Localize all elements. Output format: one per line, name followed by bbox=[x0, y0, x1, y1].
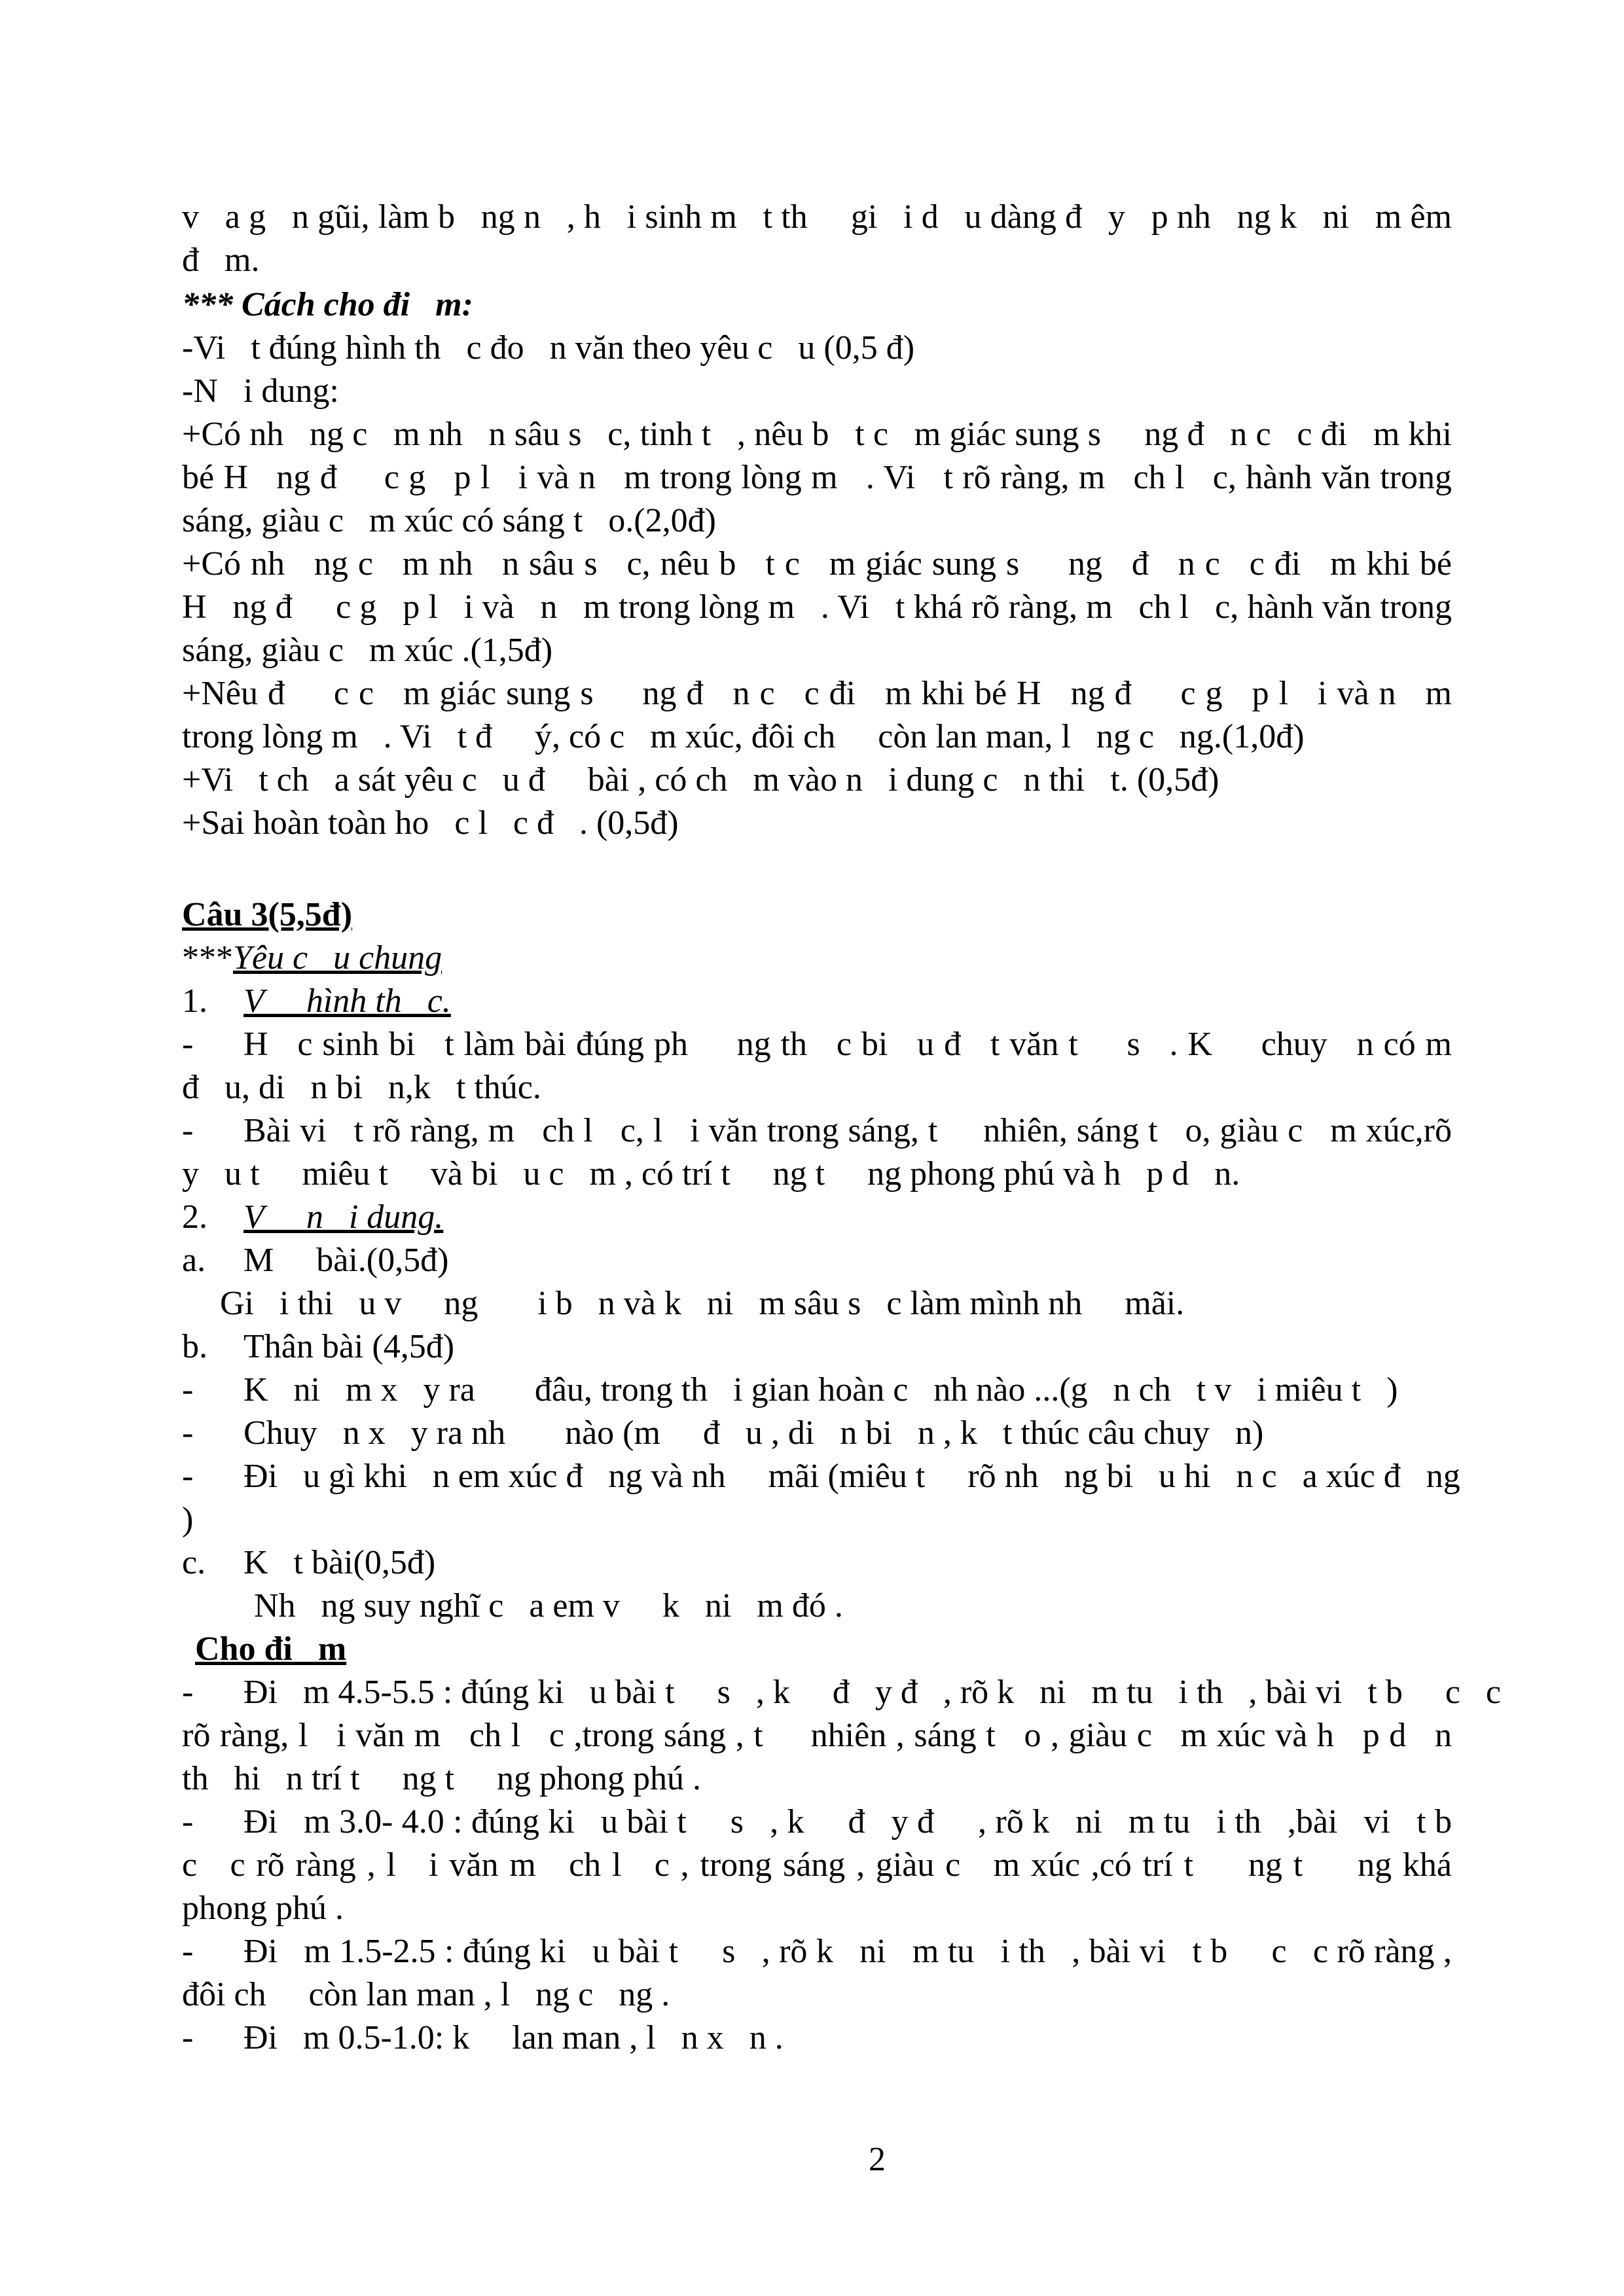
text-line: đ m. bbox=[182, 242, 260, 279]
text-line: phong phú . bbox=[182, 1890, 344, 1927]
subheading-form: 1. V hình th c. bbox=[182, 982, 451, 1020]
requirements-heading: ***Yêu c u chung bbox=[182, 939, 442, 977]
bullet-line: - Chuy n x y ra nh nào (m đ u , di n bi n , k t thúc câu chuy n) bbox=[182, 1414, 1264, 1452]
text-line: +Vi t ch a sát yêu c u đ bài , có ch m vào n i dung c n thi t. (0,5đ) bbox=[182, 761, 1219, 798]
text-line: sáng, giàu c m xúc có sáng t o.(2,0đ) bbox=[182, 502, 716, 539]
text-line: y u t miêu t và bi u c m , có trí t ng t ng phong phú và h p d n. bbox=[182, 1155, 1240, 1193]
bullet-line: - H c sinh bi t làm bài đúng ph ng th c bi u đ t văn t s . K chuy n có m bbox=[182, 1026, 1452, 1063]
outline-item: c. K t bài(0,5đ) bbox=[182, 1544, 436, 1581]
section-heading: *** Cách cho đi m: bbox=[182, 286, 473, 323]
text-line: -Vi t đúng hình th c đo n văn theo yêu c u (0,5 đ) bbox=[182, 329, 915, 367]
outline-item: a. M bài.(0,5đ) bbox=[182, 1242, 449, 1279]
text-line: H ng đ c g p l i và n m trong lòng m . Vi t khá rõ ràng, m ch l c, hành văn trong bbox=[182, 588, 1452, 626]
text-line: v a g n gũi, làm b ng n , h i sinh m t th gi i d u dàng đ y p nh ng k ni m êm bbox=[182, 198, 1452, 236]
text-line: trong lòng m . Vi t đ ý, có c m xúc, đôi ch còn lan man, l ng c ng.(1,0đ) bbox=[182, 718, 1305, 755]
outline-item: b. Thân bài (4,5đ) bbox=[182, 1328, 455, 1365]
page-number: 2 bbox=[869, 2141, 886, 2178]
text-line: sáng, giàu c m xúc .(1,5đ) bbox=[182, 632, 553, 669]
text-line: c c rõ ràng , l i văn m ch l c , trong sáng , giàu c m xúc ,có trí t ng t ng khá bbox=[182, 1846, 1452, 1884]
text-line: +Sai hoàn toàn ho c l c đ . (0,5đ) bbox=[182, 804, 679, 842]
text-line: đ u, di n bi n,k t thúc. bbox=[182, 1069, 541, 1106]
text-line: Nh ng suy nghĩ c a em v k ni m đó . bbox=[254, 1587, 843, 1624]
text-line: đôi ch còn lan man , l ng c ng . bbox=[182, 1976, 670, 2013]
text-line: rõ ràng, l i văn m ch l c ,trong sáng , t nhiên , sáng t o , giàu c m xúc và h p d n bbox=[182, 1717, 1452, 1754]
text-line: -N i dung: bbox=[182, 372, 339, 410]
text-line: Gi i thi u v ng i b n và k ni m sâu s c làm mình nh mãi. bbox=[220, 1285, 1185, 1322]
bullet-line: - Đi m 4.5-5.5 : đúng ki u bài t s , k đ y đ , rõ k ni m tu i th , bài vi t b c c bbox=[182, 1674, 1502, 1711]
bullet-line: - Đi m 3.0- 4.0 : đúng ki u bài t s , k đ y đ , rõ k ni m tu i th ,bài vi t b bbox=[182, 1803, 1452, 1840]
scoring-heading: Cho đi m bbox=[195, 1630, 347, 1668]
text-line: +Có nh ng c m nh n sâu s c, nêu b t c m giác sung s ng đ n c c đi m khi bé bbox=[182, 545, 1452, 583]
text-line: bé H ng đ c g p l i và n m trong lòng m . Vi t rõ ràng, m ch l c, hành văn trong bbox=[182, 459, 1452, 496]
bullet-line: - Đi m 0.5-1.0: k lan man , l n x n . bbox=[182, 2019, 784, 2056]
text-line: th hi n trí t ng t ng phong phú . bbox=[182, 1760, 701, 1797]
subheading-content: 2. V n i dung. bbox=[182, 1198, 444, 1236]
text-line: ) bbox=[182, 1501, 194, 1538]
bullet-line: - Đi m 1.5-2.5 : đúng ki u bài t s , rõ k ni m tu i th , bài vi t b c c rõ ràng , bbox=[182, 1933, 1452, 1970]
bullet-line: - Đi u gì khi n em xúc đ ng và nh mãi (miêu t rõ nh ng bi u hi n c a xúc đ ng bbox=[182, 1458, 1460, 1495]
bullet-line: - K ni m x y ra đâu, trong th i gian hoàn c nh nào ...(g n ch t v i miêu t ) bbox=[182, 1371, 1398, 1408]
bullet-line: - Bài vi t rõ ràng, m ch l c, l i văn trong sáng, t nhiên, sáng t o, giàu c m xúc,rõ bbox=[182, 1112, 1452, 1149]
text-line: +Có nh ng c m nh n sâu s c, tinh t , nêu b t c m giác sung s ng đ n c c đi m khi bbox=[182, 416, 1452, 453]
question-heading: Câu 3(5,5đ) bbox=[182, 896, 353, 933]
text-line: +Nêu đ c c m giác sung s ng đ n c c đi m khi bé H ng đ c g p l i và n m bbox=[182, 675, 1452, 712]
